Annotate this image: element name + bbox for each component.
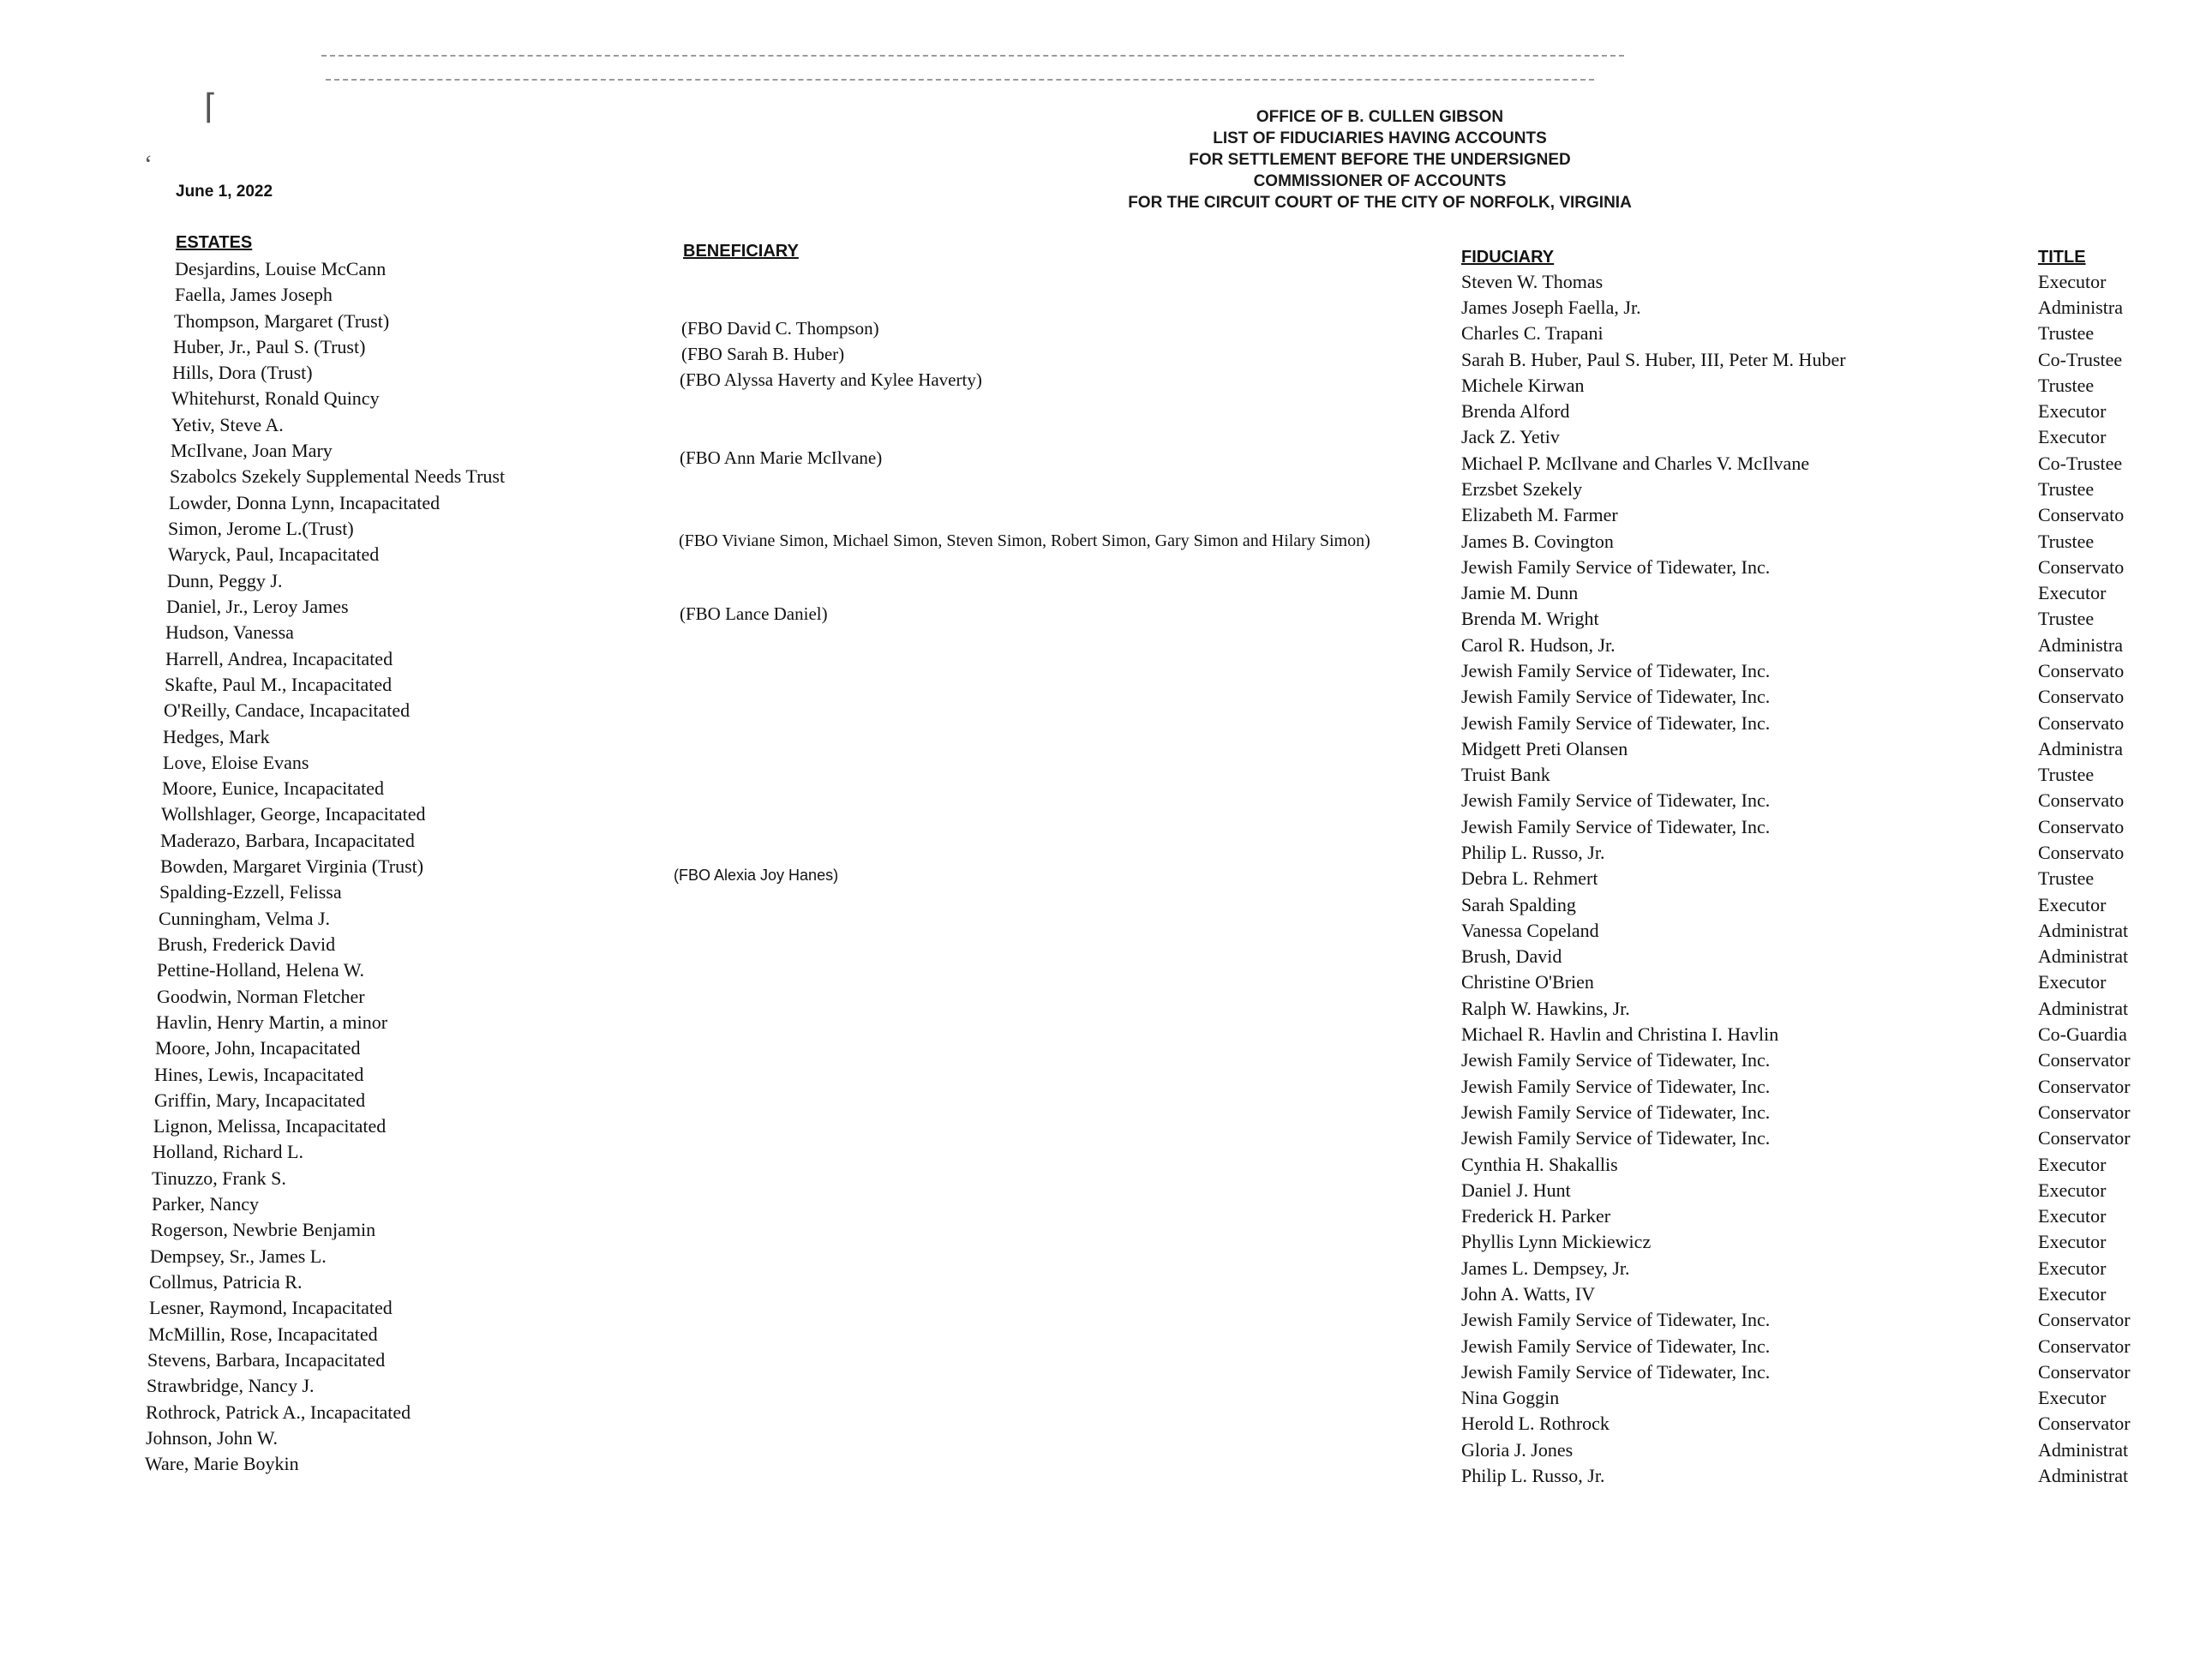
title-entry: Administrat xyxy=(2038,998,2129,1019)
estate-entry: Daniel, Jr., Leroy James xyxy=(166,596,349,617)
title-entry: Co-Trustee xyxy=(2038,453,2123,474)
estate-entry: Parker, Nancy xyxy=(152,1193,259,1215)
fiduciary-entry: Nina Goggin xyxy=(1461,1387,1560,1408)
title-entry: Administrat xyxy=(2038,945,2129,967)
title-entry: Conservato xyxy=(2038,816,2125,837)
scan-artifact-mark: ⌈ xyxy=(204,87,218,126)
fiduciary-entry: John A. Watts, IV xyxy=(1461,1283,1596,1305)
fiduciary-entry: James Joseph Faella, Jr. xyxy=(1461,297,1641,318)
estate-entry: Thompson, Margaret (Trust) xyxy=(174,310,390,332)
fiduciary-entry: Vanessa Copeland xyxy=(1461,920,1599,941)
estate-entry: Havlin, Henry Martin, a minor xyxy=(156,1011,388,1033)
estates-column-header: ESTATES xyxy=(176,233,253,252)
title-entry: Executor xyxy=(2038,1231,2107,1252)
fiduciary-entry: Jewish Family Service of Tidewater, Inc. xyxy=(1461,1335,1771,1357)
document-header xyxy=(1063,106,1697,213)
title-entry: Administrat xyxy=(2038,1465,2129,1486)
header-line: FOR THE CIRCUIT COURT OF THE CITY OF NORFOLK, VIRGINIA xyxy=(1128,194,1632,212)
estate-entry: Ware, Marie Boykin xyxy=(145,1453,299,1474)
fiduciary-entry: Jamie M. Dunn xyxy=(1461,582,1579,603)
estate-entry: Dunn, Peggy J. xyxy=(167,570,283,591)
estate-entry: Pettine-Holland, Helena W. xyxy=(157,959,364,981)
title-entry: Executor xyxy=(2038,1179,2107,1201)
title-entry: Conservator xyxy=(2038,1413,2131,1434)
estate-entry: Collmus, Patricia R. xyxy=(149,1271,303,1293)
title-entry: Executor xyxy=(2038,271,2107,292)
fiduciary-entry: Jewish Family Service of Tidewater, Inc. xyxy=(1461,686,1771,707)
fiduciary-entry: Sarah B. Huber, Paul S. Huber, III, Peter M. Huber xyxy=(1461,349,1846,370)
title-entry: Administra xyxy=(2038,297,2123,318)
estate-entry: Moore, Eunice, Incapacitated xyxy=(162,777,384,799)
title-entry: Conservator xyxy=(2038,1309,2131,1330)
estate-entry: Lesner, Raymond, Incapacitated xyxy=(149,1297,393,1318)
title-entry: Conservato xyxy=(2038,712,2125,734)
estate-entry: Hills, Dora (Trust) xyxy=(172,362,313,383)
estate-entry: Maderazo, Barbara, Incapacitated xyxy=(160,830,415,851)
estate-entry: Strawbridge, Nancy J. xyxy=(147,1375,315,1396)
header-line: COMMISSIONER OF ACCOUNTS xyxy=(1253,172,1507,190)
estate-entry: Holland, Richard L. xyxy=(153,1141,303,1162)
fiduciary-entry: Frederick H. Parker xyxy=(1461,1205,1611,1227)
estate-entry: Spalding-Ezzell, Felissa xyxy=(159,881,342,903)
fiduciary-entry: Jewish Family Service of Tidewater, Inc. xyxy=(1461,1049,1771,1071)
title-entry: Co-Trustee xyxy=(2038,349,2123,370)
estate-entry: Huber, Jr., Paul S. (Trust) xyxy=(173,336,366,357)
estate-entry: Whitehurst, Ronald Quincy xyxy=(171,387,380,409)
estate-entry: Bowden, Margaret Virginia (Trust) xyxy=(160,855,424,877)
title-entry: Executor xyxy=(2038,582,2107,603)
title-entry: Conservato xyxy=(2038,842,2125,863)
estate-entry: Griffin, Mary, Incapacitated xyxy=(154,1089,366,1111)
title-entry: Conservator xyxy=(2038,1335,2131,1357)
fiduciary-entry: Erzsbet Szekely xyxy=(1461,478,1583,500)
estate-entry: Hedges, Mark xyxy=(163,726,270,747)
title-entry: Administra xyxy=(2038,634,2123,656)
title-entry: Trustee xyxy=(2038,531,2095,552)
title-entry: Trustee xyxy=(2038,478,2095,500)
title-entry: Trustee xyxy=(2038,375,2095,396)
fiduciary-entry: Midgett Preti Olansen xyxy=(1461,738,1628,759)
title-entry: Administrat xyxy=(2038,920,2129,941)
estate-entry: Faella, James Joseph xyxy=(175,284,333,305)
fiduciary-entry: Herold L. Rothrock xyxy=(1461,1413,1610,1434)
document-date: June 1, 2022 xyxy=(176,183,273,201)
fiduciary-entry: Michael P. McIlvane and Charles V. McIlvane xyxy=(1461,453,1810,474)
fiduciary-entry: James L. Dempsey, Jr. xyxy=(1461,1257,1630,1279)
fiduciary-entry: Michael R. Havlin and Christina I. Havlin xyxy=(1461,1023,1779,1045)
fiduciary-entry: Steven W. Thomas xyxy=(1461,271,1604,292)
fiduciary-entry: Daniel J. Hunt xyxy=(1461,1179,1571,1201)
fiduciary-entry: Jewish Family Service of Tidewater, Inc. xyxy=(1461,1076,1771,1097)
fiduciary-entry: Jewish Family Service of Tidewater, Inc. xyxy=(1461,1101,1771,1123)
estate-entry: Moore, John, Incapacitated xyxy=(155,1037,361,1059)
fiduciary-entry: Jewish Family Service of Tidewater, Inc. xyxy=(1461,1309,1771,1330)
title-entry: Executor xyxy=(2038,1154,2107,1175)
fiduciary-entry: Carol R. Hudson, Jr. xyxy=(1461,634,1616,656)
estate-entry: Waryck, Paul, Incapacitated xyxy=(168,543,380,565)
estate-entry: Yetiv, Steve A. xyxy=(171,414,284,435)
estate-entry: Johnson, John W. xyxy=(146,1427,279,1449)
title-entry: Conservato xyxy=(2038,789,2125,811)
estate-entry: Dempsey, Sr., James L. xyxy=(150,1245,327,1267)
title-entry: Executor xyxy=(2038,1387,2107,1408)
title-entry: Executor xyxy=(2038,894,2107,915)
beneficiary-entry: (FBO Alyssa Haverty and Kylee Haverty) xyxy=(680,369,982,390)
title-entry: Executor xyxy=(2038,1205,2107,1227)
title-entry: Trustee xyxy=(2038,867,2095,889)
estate-entry: Tinuzzo, Frank S. xyxy=(152,1167,286,1189)
fiduciary-entry: Brenda M. Wright xyxy=(1461,608,1599,629)
estate-entry: Love, Eloise Evans xyxy=(163,752,309,773)
estate-entry: Wollshlager, George, Incapacitated xyxy=(161,803,426,825)
title-entry: Trustee xyxy=(2038,608,2095,629)
estate-entry: Simon, Jerome L.(Trust) xyxy=(168,518,354,539)
title-entry: Executor xyxy=(2038,426,2107,447)
title-column-header: TITLE xyxy=(2038,248,2086,267)
title-entry: Executor xyxy=(2038,1283,2107,1305)
title-entry: Executor xyxy=(2038,1257,2107,1279)
fiduciary-entry: Philip L. Russo, Jr. xyxy=(1461,842,1605,863)
title-entry: Conservator xyxy=(2038,1127,2131,1149)
fiduciary-entry: Charles C. Trapani xyxy=(1461,322,1604,344)
title-entry: Conservator xyxy=(2038,1101,2131,1123)
title-entry: Co-Guardia xyxy=(2038,1023,2127,1045)
estate-entry: O'Reilly, Candace, Incapacitated xyxy=(164,699,411,721)
beneficiary-entry: (FBO Ann Marie McIlvane) xyxy=(680,447,883,468)
title-entry: Executor xyxy=(2038,971,2107,993)
fiduciary-entry: Sarah Spalding xyxy=(1461,894,1576,915)
title-entry: Trustee xyxy=(2038,764,2095,785)
estate-entry: Harrell, Andrea, Incapacitated xyxy=(165,648,393,669)
title-entry: Conservato xyxy=(2038,556,2125,578)
header-line: LIST OF FIDUCIARIES HAVING ACCOUNTS xyxy=(1213,129,1547,147)
estate-entry: Hines, Lewis, Incapacitated xyxy=(154,1064,364,1085)
estate-entry: Desjardins, Louise McCann xyxy=(175,258,387,279)
fiduciary-entry: Jewish Family Service of Tidewater, Inc. xyxy=(1461,816,1771,837)
estate-entry: Lignon, Melissa, Incapacitated xyxy=(153,1115,387,1137)
scan-artifact-line xyxy=(326,79,1594,81)
fiduciary-entry: Jewish Family Service of Tidewater, Inc. xyxy=(1461,660,1771,681)
title-entry: Trustee xyxy=(2038,322,2095,344)
estate-entry: Skafte, Paul M., Incapacitated xyxy=(165,674,393,695)
fiduciary-entry: Truist Bank xyxy=(1461,764,1550,785)
title-entry: Administra xyxy=(2038,738,2123,759)
estate-entry: Goodwin, Norman Fletcher xyxy=(157,986,365,1007)
title-entry: Conservator xyxy=(2038,1361,2131,1383)
estate-entry: Stevens, Barbara, Incapacitated xyxy=(147,1349,386,1371)
beneficiary-entry: (FBO Viviane Simon, Michael Simon, Steven Simon, Robert Simon, Gary Simon and Hilary Simon) xyxy=(679,531,1370,550)
estate-entry: Rogerson, Newbrie Benjamin xyxy=(151,1219,376,1240)
title-entry: Conservator xyxy=(2038,1049,2131,1071)
estate-entry: Brush, Frederick David xyxy=(158,933,336,955)
fiduciary-entry: Brush, David xyxy=(1461,945,1562,967)
beneficiary-entry: (FBO Alexia Joy Hanes) xyxy=(674,867,839,884)
beneficiary-entry: (FBO Sarah B. Huber) xyxy=(681,344,845,364)
estate-entry: McMillin, Rose, Incapacitated xyxy=(148,1323,378,1345)
title-entry: Conservato xyxy=(2038,660,2125,681)
estate-entry: Szabolcs Szekely Supplemental Needs Trust xyxy=(170,465,506,487)
fiduciary-entry: Debra L. Rehmert xyxy=(1461,867,1598,889)
fiduciary-entry: Michele Kirwan xyxy=(1461,375,1585,396)
fiduciary-entry: Brenda Alford xyxy=(1461,400,1570,422)
beneficiary-column-header: BENEFICIARY xyxy=(683,242,799,261)
estate-entry: Cunningham, Velma J. xyxy=(159,908,331,929)
header-line: OFFICE OF B. CULLEN GIBSON xyxy=(1256,108,1504,126)
fiduciary-entry: Elizabeth M. Farmer xyxy=(1461,504,1618,525)
fiduciary-entry: Jewish Family Service of Tidewater, Inc. xyxy=(1461,712,1771,734)
fiduciary-entry: Phyllis Lynn Mickiewicz xyxy=(1461,1231,1651,1252)
scan-artifact-line xyxy=(321,55,1624,57)
title-entry: Executor xyxy=(2038,400,2107,422)
fiduciary-entry: Cynthia H. Shakallis xyxy=(1461,1154,1618,1175)
fiduciary-entry: James B. Covington xyxy=(1461,531,1614,552)
fiduciary-entry: Jewish Family Service of Tidewater, Inc. xyxy=(1461,789,1771,811)
estate-entry: Rothrock, Patrick A., Incapacitated xyxy=(146,1401,411,1423)
fiduciary-entry: Philip L. Russo, Jr. xyxy=(1461,1465,1605,1486)
fiduciary-entry: Jewish Family Service of Tidewater, Inc. xyxy=(1461,556,1771,578)
fiduciary-entry: Jewish Family Service of Tidewater, Inc. xyxy=(1461,1361,1771,1383)
beneficiary-entry: (FBO David C. Thompson) xyxy=(681,318,879,339)
header-line: FOR SETTLEMENT BEFORE THE UNDERSIGNED xyxy=(1189,151,1571,169)
title-entry: Conservato xyxy=(2038,504,2125,525)
fiduciary-entry: Ralph W. Hawkins, Jr. xyxy=(1461,998,1630,1019)
fiduciary-entry: Gloria J. Jones xyxy=(1461,1439,1574,1461)
fiduciary-entry: Jack Z. Yetiv xyxy=(1461,426,1560,447)
estate-entry: McIlvane, Joan Mary xyxy=(171,440,333,461)
scan-artifact-mark: ‘ xyxy=(144,150,153,178)
estate-entry: Hudson, Vanessa xyxy=(165,621,294,643)
estate-entry: Lowder, Donna Lynn, Incapacitated xyxy=(169,492,441,513)
title-entry: Conservator xyxy=(2038,1076,2131,1097)
title-entry: Administrat xyxy=(2038,1439,2129,1461)
beneficiary-entry: (FBO Lance Daniel) xyxy=(680,603,828,624)
fiduciary-entry: Jewish Family Service of Tidewater, Inc. xyxy=(1461,1127,1771,1149)
title-entry: Conservato xyxy=(2038,686,2125,707)
fiduciary-entry: Christine O'Brien xyxy=(1461,971,1594,993)
fiduciary-column-header: FIDUCIARY xyxy=(1461,248,1555,267)
